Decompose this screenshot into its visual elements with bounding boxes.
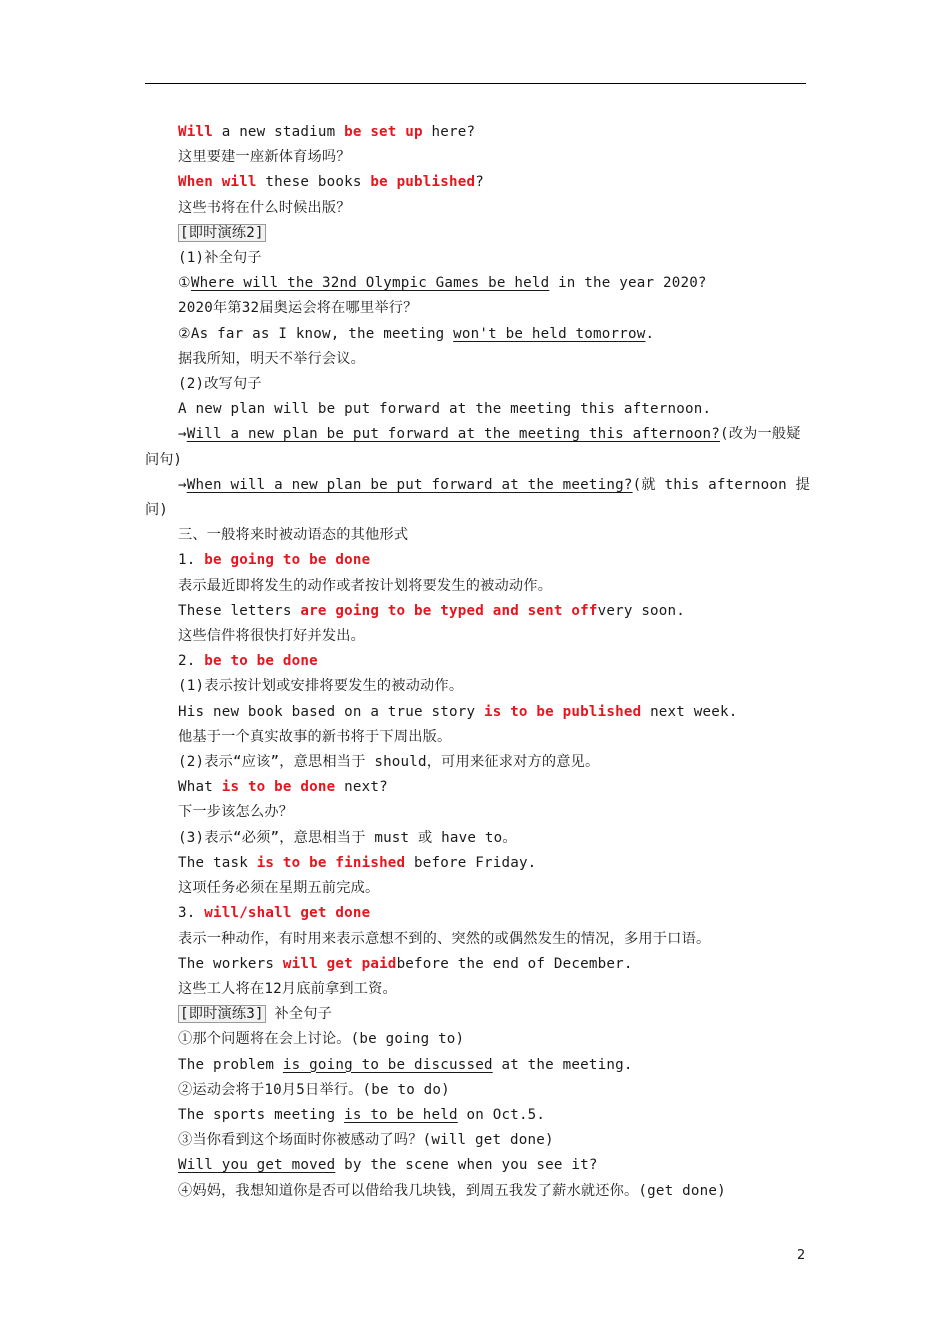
highlight-phrase: be published	[370, 174, 476, 191]
text-line	[145, 1179, 806, 1204]
text-line	[145, 422, 806, 447]
highlight-phrase: be going to be done	[195, 552, 371, 569]
text-line	[145, 1078, 806, 1103]
text-segment: ①	[178, 275, 191, 292]
text-line	[145, 674, 806, 699]
text-line	[145, 397, 806, 422]
text-segment: 问句)	[145, 451, 182, 468]
answer-underline: When will a new plan be put forward at the meeting?	[186, 476, 633, 493]
highlight-phrase: be set up	[344, 124, 423, 140]
text-line	[145, 246, 806, 271]
text-segment: The workers	[178, 955, 283, 972]
document-body	[145, 120, 810, 1204]
text-line	[145, 700, 806, 725]
highlight-phrase: will/shall get done	[195, 905, 371, 922]
text-line	[145, 574, 806, 599]
text-segment: 三、一般将来时被动语态的其他形式	[178, 527, 409, 544]
text-segment: 这项任务必须在星期五前完成。	[178, 880, 380, 897]
answer-underline: is to be held	[344, 1106, 458, 1123]
text-segment: ②运动会将于10月5日举行。(be to do)	[178, 1081, 450, 1098]
text-segment: The task	[178, 854, 257, 871]
text-segment: 这些书将在什么时候出版？	[178, 199, 351, 216]
text-line	[145, 548, 806, 573]
text-line	[145, 221, 806, 246]
text-line	[145, 473, 810, 498]
text-segment: 问)	[145, 502, 168, 519]
text-segment: next week.	[641, 703, 738, 720]
text-line	[145, 800, 806, 825]
highlight-phrase: is to be finished	[256, 854, 406, 871]
text-segment: 这些信件将很快打好并发出。	[178, 628, 366, 645]
text-segment: a new stadium	[212, 124, 345, 140]
highlight-phrase: Will	[178, 124, 213, 140]
text-line	[145, 296, 806, 321]
text-line	[145, 599, 806, 624]
text-line	[145, 1027, 806, 1052]
exercise-label: [即时演练3]	[180, 1006, 264, 1023]
text-segment: 补全句子	[265, 1006, 333, 1023]
text-segment: The problem	[178, 1056, 283, 1073]
text-segment: 据我所知，明天不举行会议。	[178, 350, 366, 367]
text-line	[145, 977, 806, 1002]
text-line	[145, 649, 806, 674]
text-segment: (1)补全句子	[178, 250, 262, 267]
text-segment: before Friday.	[405, 854, 537, 871]
text-segment: on Oct.5.	[457, 1106, 546, 1123]
text-segment: very soon.	[597, 602, 686, 619]
text-line	[145, 1128, 806, 1153]
highlight-phrase: When will	[178, 174, 257, 191]
text-segment: (1)表示按计划或安排将要发生的被动动作。	[178, 678, 464, 695]
text-line	[145, 271, 806, 296]
text-segment: here?	[422, 124, 476, 140]
text-segment: ①那个问题将在会上讨论。(be going to)	[178, 1031, 465, 1048]
page-number: 2	[797, 1248, 806, 1263]
text-line	[145, 347, 806, 372]
text-line	[145, 523, 806, 548]
text-segment: before the end of December.	[396, 955, 633, 972]
text-segment: These letters	[178, 602, 301, 619]
text-segment: .	[645, 325, 655, 342]
text-segment: (就 this afternoon 提	[632, 476, 810, 493]
text-line	[145, 170, 806, 195]
header-rule	[145, 83, 806, 84]
text-segment: 他基于一个真实故事的新书将于下周出版。	[178, 728, 452, 745]
text-line	[145, 725, 806, 750]
text-segment: 这里要建一座新体育场吗？	[178, 149, 351, 166]
text-segment: ④妈妈，我想知道你是否可以借给我几块钱，到周五我发了薪水就还你。(get done)	[178, 1182, 726, 1199]
text-line	[145, 901, 806, 926]
highlight-phrase: is to be published	[483, 703, 642, 720]
text-line	[145, 372, 806, 397]
text-segment: 表示最近即将发生的动作或者按计划将要发生的被动动作。	[178, 577, 553, 594]
text-line	[145, 145, 806, 170]
text-line	[145, 448, 806, 473]
text-segment: 下一步该怎么办？	[178, 804, 294, 821]
text-segment: The sports meeting	[178, 1106, 345, 1123]
text-line	[145, 322, 806, 347]
answer-underline: Will a new plan be put forward at the meeting this afternoon?	[186, 426, 720, 443]
highlight-phrase: be to be done	[195, 653, 318, 670]
text-segment: 3.	[178, 905, 196, 922]
text-segment: at the meeting.	[492, 1056, 633, 1073]
text-segment: His new book based on a true story	[178, 703, 484, 720]
highlight-phrase: is to be done	[221, 779, 336, 796]
text-segment: 这些工人将在12月底前拿到工资。	[178, 980, 397, 997]
text-segment: A new plan will be put forward at the meeting this afternoon.	[178, 401, 712, 418]
text-line	[145, 826, 806, 851]
text-line	[145, 120, 806, 145]
text-segment: →	[178, 426, 187, 443]
answer-underline: Where will the 32nd Olympic Games be held	[190, 275, 550, 292]
text-line	[145, 750, 806, 775]
text-line	[145, 876, 806, 901]
text-segment: (2)表示“应该”，意思相当于 should，可用来征求对方的意见。	[178, 754, 600, 771]
text-line	[145, 927, 806, 952]
text-line	[145, 1053, 806, 1078]
exercise-label: [即时演练2]	[180, 224, 264, 241]
text-segment: 表示一种动作，有时用来表示意想不到的、突然的或偶然发生的情况，多用于口语。	[178, 930, 711, 947]
answer-underline: is going to be discussed	[282, 1056, 493, 1073]
text-line	[145, 1153, 806, 1178]
text-segment: in the year 2020?	[549, 275, 707, 292]
text-segment: ?	[475, 174, 484, 191]
text-line	[145, 775, 806, 800]
text-segment: 2.	[178, 653, 196, 670]
text-segment: (3)表示“必须”，意思相当于 must 或 have to。	[178, 829, 517, 846]
text-line	[145, 196, 806, 221]
text-segment: ③当你看到这个场面时你被感动了吗？(will get done)	[178, 1132, 554, 1149]
text-line	[145, 1103, 806, 1128]
answer-underline: won't be held tomorrow	[453, 325, 646, 342]
text-segment: ②As far as I know, the meeting	[178, 325, 454, 342]
text-segment: 1.	[178, 552, 196, 569]
text-segment: next?	[335, 779, 388, 796]
text-segment: What	[178, 779, 222, 796]
highlight-phrase: are going to be typed and sent off	[300, 602, 598, 619]
text-line	[145, 952, 806, 977]
text-segment: →	[178, 476, 187, 493]
highlight-phrase: will get paid	[282, 955, 397, 972]
text-line	[145, 1002, 806, 1027]
answer-underline: Will you get moved	[178, 1157, 336, 1174]
text-line	[145, 851, 806, 876]
text-segment: by the scene when you see it?	[335, 1157, 598, 1174]
text-segment: (2)改写句子	[178, 376, 262, 393]
text-segment: 2020年第32届奥运会将在哪里举行？	[178, 300, 418, 317]
text-line	[145, 624, 806, 649]
text-segment: these books	[256, 174, 371, 191]
text-segment: (改为一般疑	[720, 426, 801, 443]
text-line	[145, 498, 806, 523]
